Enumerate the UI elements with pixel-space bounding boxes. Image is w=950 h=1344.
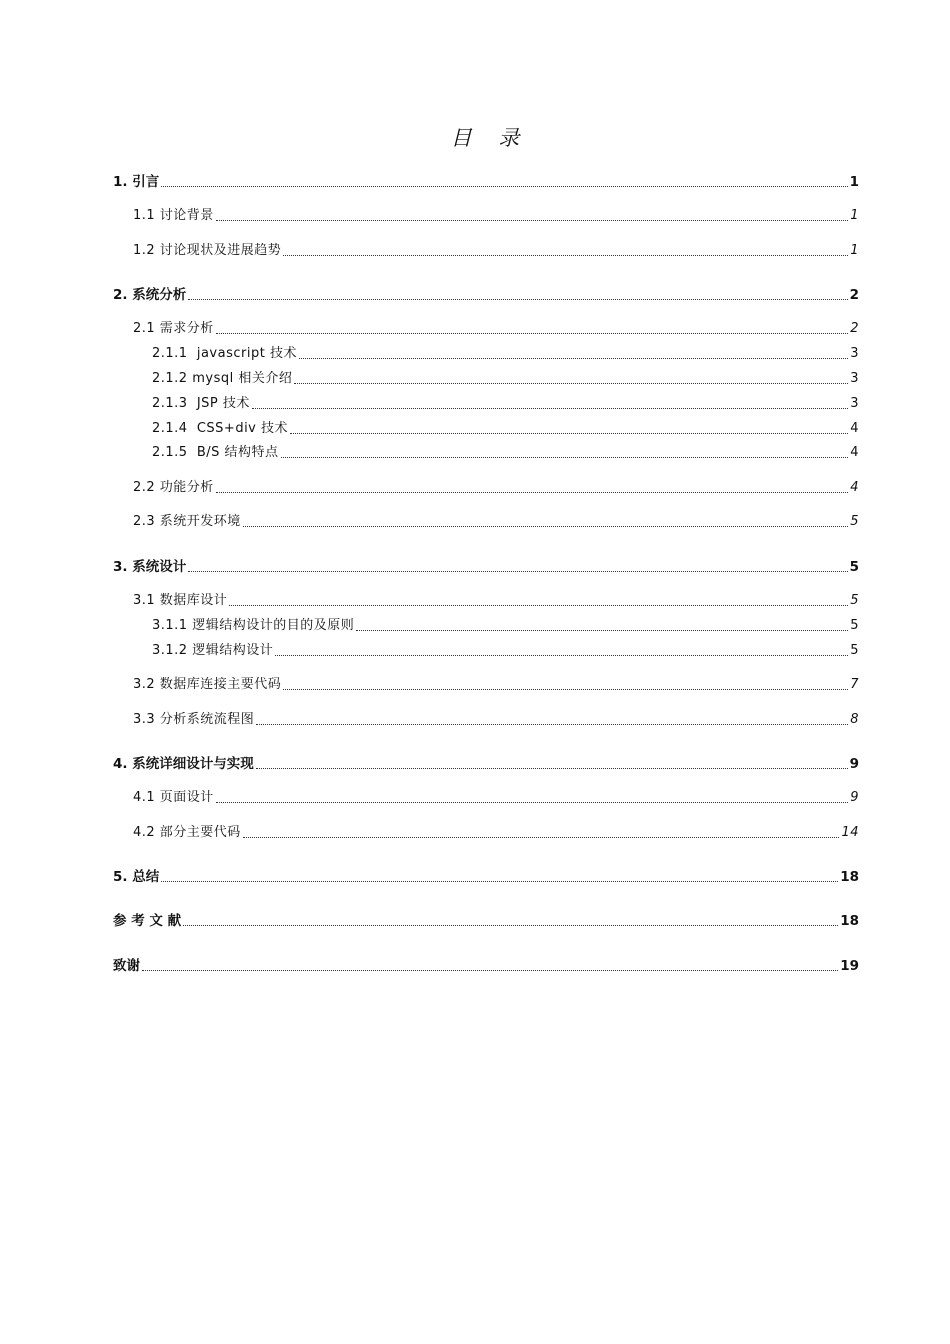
toc-entry-page: 1 bbox=[849, 174, 859, 190]
toc-entry-page: 3 bbox=[850, 396, 859, 411]
toc-entry-label: 2.1.5 B/S 结构特点 bbox=[152, 445, 279, 460]
toc-entry-4-1[interactable] bbox=[133, 787, 859, 807]
toc-entry-page: 4 bbox=[850, 445, 859, 460]
dot-leader bbox=[229, 605, 848, 606]
toc-entry-2-3[interactable] bbox=[133, 511, 859, 531]
toc-entry-label: 致谢 bbox=[113, 958, 140, 974]
toc-entry-page: 7 bbox=[850, 677, 859, 692]
dot-leader bbox=[142, 970, 838, 971]
toc-entry-2-1-5[interactable] bbox=[152, 442, 859, 462]
toc-entry-page: 5 bbox=[850, 593, 859, 608]
toc-entry-page: 18 bbox=[840, 913, 859, 929]
toc-entry-acknowledgements[interactable] bbox=[113, 955, 859, 975]
toc-entry-page: 1 bbox=[850, 208, 859, 223]
toc-entry-label: 3.1 数据库设计 bbox=[133, 593, 228, 608]
toc-entry-label: 2.1.1 javascript 技术 bbox=[152, 346, 297, 361]
toc-entry-label: 5. 总结 bbox=[113, 869, 160, 885]
toc-entry-label: 1.1 讨论背景 bbox=[133, 208, 214, 223]
toc-entry-label: 3.1.1 逻辑结构设计的目的及原则 bbox=[152, 618, 355, 633]
dot-leader bbox=[252, 408, 848, 409]
dot-leader bbox=[161, 881, 838, 882]
toc-entry-page: 2 bbox=[850, 321, 859, 336]
toc-entry-label: 4.2 部分主要代码 bbox=[133, 825, 241, 840]
toc-entry-5[interactable] bbox=[113, 866, 859, 886]
toc-entry-2[interactable] bbox=[113, 284, 859, 304]
toc-entry-page: 4 bbox=[850, 421, 859, 436]
toc-entry-3[interactable] bbox=[113, 556, 859, 576]
toc-entry-2-1-1[interactable] bbox=[152, 343, 859, 363]
toc-entry-page: 9 bbox=[849, 756, 859, 772]
toc-entry-label: 2.1.2 mysql 相关介绍 bbox=[152, 371, 293, 386]
toc-entry-4-2[interactable] bbox=[133, 822, 859, 842]
toc-entry-page: 3 bbox=[850, 371, 859, 386]
toc-entry-label: 2.3 系统开发环境 bbox=[133, 514, 241, 529]
toc-entry-1-2[interactable] bbox=[133, 240, 859, 260]
toc-entry-label: 3.3 分析系统流程图 bbox=[133, 712, 255, 727]
dot-leader bbox=[183, 925, 838, 926]
toc-entry-label: 参 考 文 献 bbox=[113, 913, 182, 929]
toc-entry-2-1-4[interactable] bbox=[152, 418, 859, 438]
dot-leader bbox=[216, 220, 848, 221]
toc-entry-page: 5 bbox=[850, 618, 859, 633]
toc-entry-label: 3.1.2 逻辑结构设计 bbox=[152, 643, 274, 658]
dot-leader bbox=[243, 837, 840, 838]
toc-entry-label: 1. 引言 bbox=[113, 174, 160, 190]
dot-leader bbox=[281, 457, 849, 458]
toc-entry-page: 5 bbox=[849, 559, 859, 575]
toc-entry-label: 2.1.3 JSP 技术 bbox=[152, 396, 250, 411]
dot-leader bbox=[256, 768, 848, 769]
dot-leader bbox=[256, 724, 848, 725]
toc-entry-page: 19 bbox=[840, 958, 859, 974]
toc-entry-page: 9 bbox=[850, 790, 859, 805]
toc-entry-label: 2.1.4 CSS+div 技术 bbox=[152, 421, 289, 436]
toc-entry-label: 2.1 需求分析 bbox=[133, 321, 214, 336]
dot-leader bbox=[283, 255, 848, 256]
toc-entry-references[interactable] bbox=[113, 910, 859, 930]
toc-entry-label: 3. 系统设计 bbox=[113, 559, 187, 575]
dot-leader bbox=[188, 571, 847, 572]
dot-leader bbox=[161, 186, 847, 187]
dot-leader bbox=[216, 333, 848, 334]
toc-entry-3-1-2[interactable] bbox=[152, 640, 859, 660]
toc-entry-1[interactable] bbox=[113, 171, 859, 191]
dot-leader bbox=[243, 526, 848, 527]
toc-entry-page: 2 bbox=[849, 287, 859, 303]
dot-leader bbox=[356, 630, 848, 631]
dot-leader bbox=[299, 358, 848, 359]
dot-leader bbox=[290, 433, 848, 434]
toc-entry-page: 5 bbox=[850, 514, 859, 529]
toc-entry-label: 4. 系统详细设计与实现 bbox=[113, 756, 254, 772]
toc-entry-2-1-3[interactable] bbox=[152, 393, 859, 413]
toc-entry-1-1[interactable] bbox=[133, 205, 859, 225]
dot-leader bbox=[188, 299, 847, 300]
toc-entry-3-1[interactable] bbox=[133, 590, 859, 610]
toc-entry-page: 18 bbox=[840, 869, 859, 885]
toc-entry-2-1-2[interactable] bbox=[152, 368, 859, 388]
toc-entry-2-1[interactable] bbox=[133, 318, 859, 338]
toc-entry-label: 4.1 页面设计 bbox=[133, 790, 214, 805]
toc-entry-3-2[interactable] bbox=[133, 674, 859, 694]
toc-entry-page: 5 bbox=[850, 643, 859, 658]
toc-entry-page: 4 bbox=[850, 480, 859, 495]
toc-entry-4[interactable] bbox=[113, 753, 859, 773]
dot-leader bbox=[283, 689, 848, 690]
toc-entry-page: 8 bbox=[850, 712, 859, 727]
toc-entry-label: 2. 系统分析 bbox=[113, 287, 187, 303]
toc-entry-page: 14 bbox=[841, 825, 859, 840]
dot-leader bbox=[216, 492, 848, 493]
dot-leader bbox=[294, 383, 848, 384]
toc-entry-label: 3.2 数据库连接主要代码 bbox=[133, 677, 282, 692]
toc-entry-label: 2.2 功能分析 bbox=[133, 480, 214, 495]
toc-entry-3-1-1[interactable] bbox=[152, 615, 859, 635]
toc-entry-3-3[interactable] bbox=[133, 709, 859, 729]
toc-title: 目 录 bbox=[450, 126, 530, 150]
toc-entry-label: 1.2 讨论现状及进展趋势 bbox=[133, 243, 282, 258]
toc-entry-page: 3 bbox=[850, 346, 859, 361]
toc-entry-page: 1 bbox=[850, 243, 859, 258]
dot-leader bbox=[275, 655, 848, 656]
toc-entry-2-2[interactable] bbox=[133, 477, 859, 497]
dot-leader bbox=[216, 802, 848, 803]
